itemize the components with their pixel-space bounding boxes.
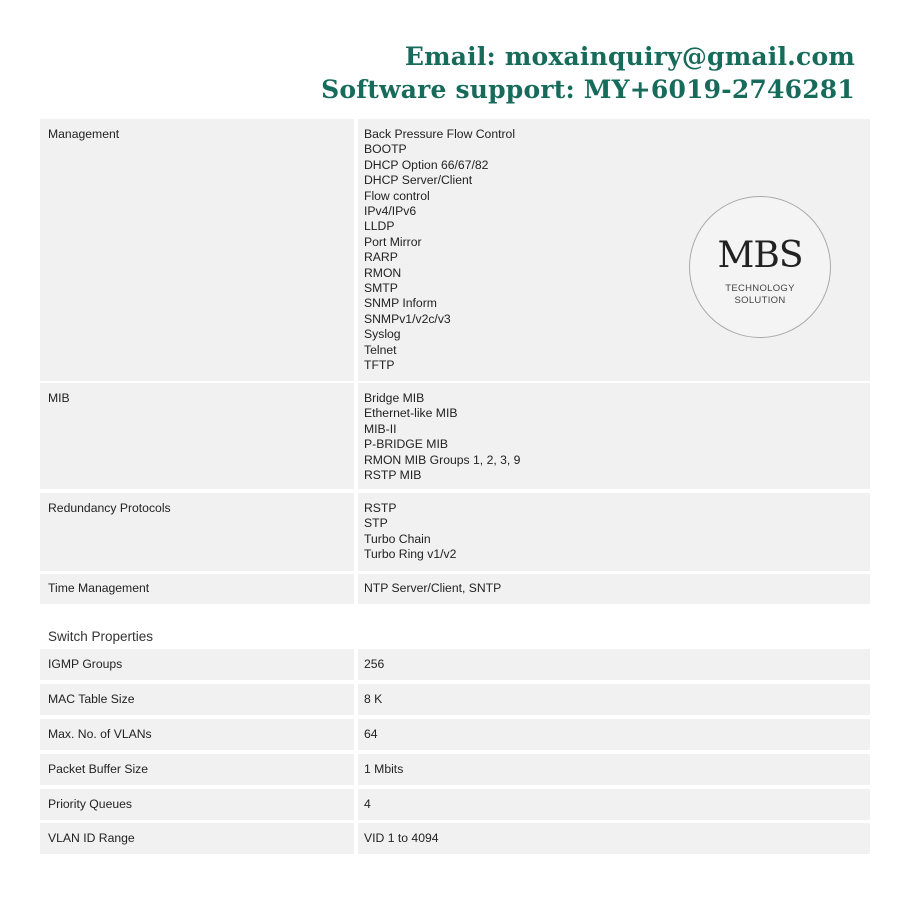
value-line: IPv4/IPv6 <box>364 204 417 219</box>
row-label: Redundancy Protocols <box>40 493 354 571</box>
stamp-line-2: SOLUTION <box>734 295 786 306</box>
value-line: Ethernet-like MIB <box>364 406 458 421</box>
row-values <box>358 493 870 571</box>
stamp-title: MBS <box>717 235 803 276</box>
table-row <box>40 684 870 715</box>
value-line: SMTP <box>364 281 398 296</box>
row-label: Time Management <box>40 574 354 604</box>
value-line: Port Mirror <box>364 234 422 249</box>
value-line: MIB-II <box>364 421 397 436</box>
mbs-logo-stamp <box>689 196 831 338</box>
row-label: MAC Table Size <box>40 684 354 715</box>
value-line: RARP <box>364 250 398 265</box>
row-value: NTP Server/Client, SNTP <box>358 574 870 604</box>
row-label: Management <box>40 119 354 381</box>
table-row <box>40 574 870 604</box>
value-line: SNMP Inform <box>364 296 437 311</box>
value-line: Back Pressure Flow Control <box>364 127 516 141</box>
value-line: RMON <box>364 265 402 280</box>
value-line: Bridge MIB <box>364 391 425 405</box>
row-label: VLAN ID Range <box>40 823 354 854</box>
value-line: RMON MIB Groups 1, 2, 3, 9 <box>364 452 521 467</box>
value-line: DHCP Server/Client <box>364 173 473 188</box>
table-row <box>40 789 870 820</box>
value-line: LLDP <box>364 219 395 234</box>
table-row <box>40 493 870 571</box>
row-label: IGMP Groups <box>40 649 354 680</box>
contact-info <box>321 40 855 106</box>
stamp-line-1: TECHNOLOGY <box>725 283 795 294</box>
row-label: MIB <box>40 383 354 489</box>
value-line: TFTP <box>364 358 395 373</box>
table-row <box>40 754 870 785</box>
table-row <box>40 823 870 854</box>
value-line: P-BRIDGE MIB <box>364 437 448 452</box>
section-title-switch-properties: Switch Properties <box>48 629 154 644</box>
value-line: Telnet <box>364 342 397 357</box>
row-label: Priority Queues <box>40 789 354 820</box>
row-value: 64 <box>358 719 870 750</box>
contact-email: Email: moxainquiry@gmail.com <box>404 42 855 71</box>
value-line: Flow control <box>364 188 430 203</box>
row-value: 8 K <box>358 684 870 715</box>
value-line: Turbo Chain <box>364 531 431 546</box>
row-value: VID 1 to 4094 <box>358 823 870 854</box>
value-line: Syslog <box>364 327 401 342</box>
table-row <box>40 383 870 489</box>
value-line: Turbo Ring v1/v2 <box>364 547 457 562</box>
row-label: Packet Buffer Size <box>40 754 354 785</box>
row-value: 4 <box>358 789 870 820</box>
stamp-subtitle <box>690 283 830 307</box>
row-values <box>358 383 870 489</box>
value-line: DHCP Option 66/67/82 <box>364 157 489 172</box>
row-value: 1 Mbits <box>358 754 870 785</box>
value-line: BOOTP <box>364 142 407 157</box>
value-line: SNMPv1/v2c/v3 <box>364 311 451 326</box>
row-value: 256 <box>358 649 870 680</box>
value-line: STP <box>364 516 388 531</box>
contact-support: Software support: MY+6019-2746281 <box>321 75 855 104</box>
table-row <box>40 649 870 680</box>
row-label: Max. No. of VLANs <box>40 719 354 750</box>
table-row <box>40 719 870 750</box>
value-line: RSTP MIB <box>364 468 422 483</box>
value-line: RSTP <box>364 501 397 515</box>
